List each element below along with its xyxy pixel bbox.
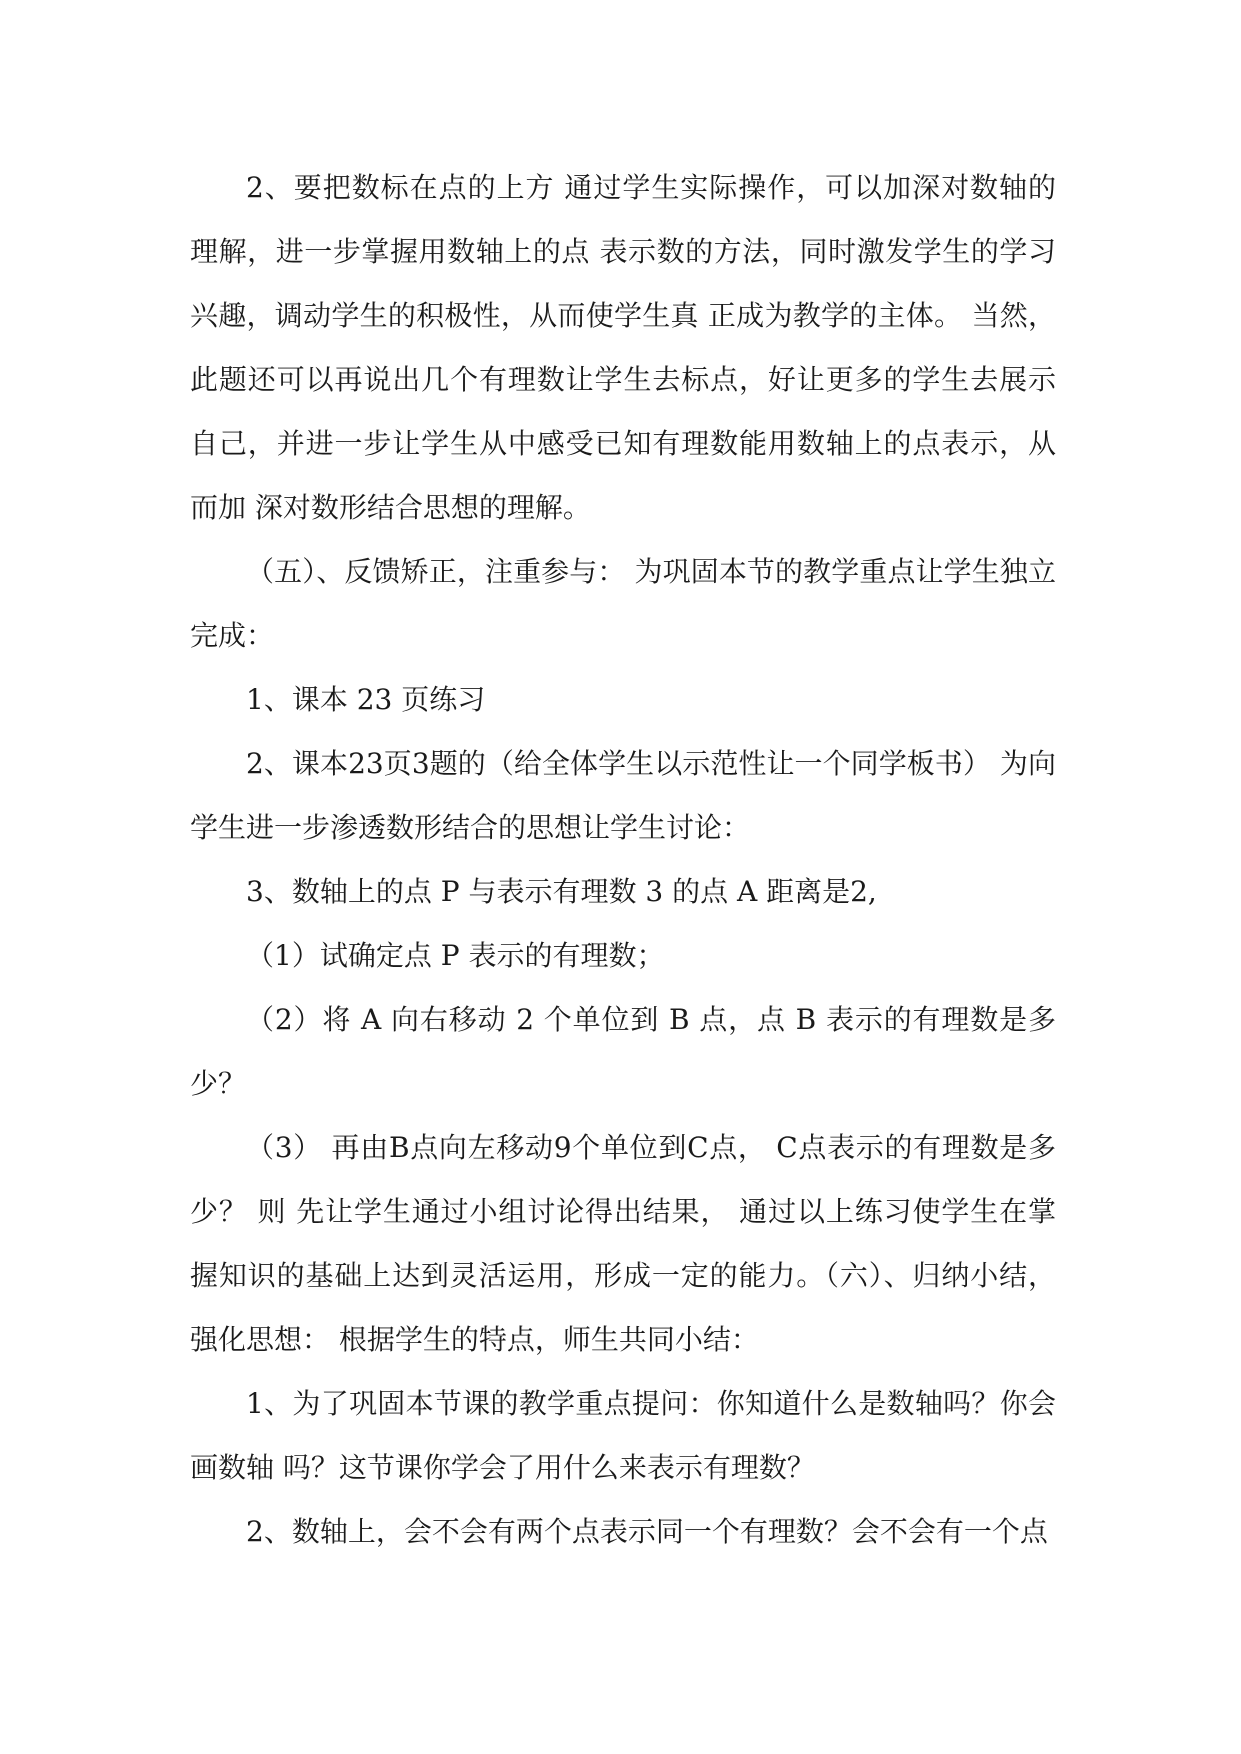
- paragraph-question-3-and-section-six: （3） 再由B点向左移动9个单位到C点， C点表示的有理数是多少？ 则 先让学生通过小组讨论得出结果， 通过以上练习使学生在掌握知识的基础上达到灵活运用，形成一定的能力。（六）、归纳小结，强化思想： 根据学生的特点，师生共同小结：: [190, 1131, 1056, 1356]
- paragraph-section-five-heading: （五）、反馈矫正，注重参与： 为巩固本节的教学重点让学生独立完成：: [190, 555, 1056, 652]
- paragraph-point-2-explanation: 2、要把数标在点的上方 通过学生实际操作，可以加深对数轴的理解，进一步掌握用数轴上的点 表示数的方法，同时激发学生的学习兴趣，调动学生的积极性，从而使学生真 正成为教学的主体。 当然，此题还可以再说出几个有理数让学生去标点，好让更多的学生去展示自己，并进一步让学生从中感受已知有理数能用数轴上的点表示，从而加 深对数形结合思想的理解。: [190, 171, 1056, 524]
- paragraph-exercise-2: 2、课本23页3题的（给全体学生以示范性让一个同学板书） 为向学生进一步渗透数形结合的思想让学生讨论：: [190, 747, 1056, 844]
- paragraph-exercise-3: 3、数轴上的点 P 与表示有理数 3 的点 A 距离是2,: [246, 875, 877, 908]
- paragraph-summary-1: 1、为了巩固本节课的教学重点提问：你知道什么是数轴吗？你会画数轴 吗？这节课你学会了用什么来表示有理数？: [190, 1387, 1056, 1484]
- paragraph-exercise-1: 1、课本 23 页练习: [246, 683, 486, 716]
- document-body: [190, 156, 1056, 1564]
- paragraph-summary-2: 2、数轴上，会不会有两个点表示同一个有理数？会不会有一个点: [246, 1515, 1048, 1548]
- paragraph-question-2: （2）将 A 向右移动 2 个单位到 B 点，点 B 表示的有理数是多少？: [190, 1003, 1056, 1100]
- paragraph-question-1: （1）试确定点 P 表示的有理数；: [246, 939, 665, 972]
